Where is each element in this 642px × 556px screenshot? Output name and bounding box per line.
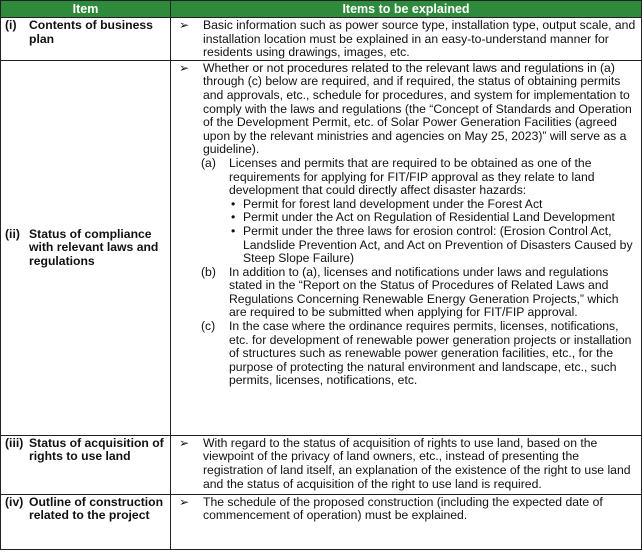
header-items-to-explain: Items to be explained [171,1,642,18]
table-row [1,18,642,61]
arrow-bullet-icon: ➢ [179,435,190,450]
table-row [1,494,642,549]
explanation-cell [171,494,642,549]
sub-item-b [201,266,637,320]
item-number: (ii) [5,226,20,241]
sub-item-label: (c) [201,319,216,334]
table-row [1,435,642,494]
item-cell [1,60,171,435]
explanation-text: Whether or not procedures related to the relevant laws and regulations in (a) through (c) below are required, and if required, the status of obtaining permits and approvals, etc., schedule for procedures, and system for implementation to comply with the laws and regulations (the “Concept of Standards and Operation of the Development Permit, etc. of Solar Power Generation Facilities (agreed upon by the relevant ministries and agencies on May 25, 2023)” will serve as a guideline). [203,60,632,157]
sub-item-text: In addition to (a), licenses and notifications under laws and regulations stated in the “Report on the Status of Procedures of Related Laws and Regulations Concerning Renewable Energy Generation Projects,” which are required to be submitted when applying for FIT/FIP approval. [229,264,619,320]
explanation-cell [171,60,642,435]
item-title: Outline of construction related to the project [29,494,164,523]
item-cell [1,18,171,61]
bullet-text: Permit under the three laws for erosion control: (Erosion Control Act, Landslide Prevention Act, and Act on Prevention of Disasters Caused by Steep Slope Failure) [243,223,633,266]
item-title: Contents of business plan [29,18,153,46]
explanation-cell [171,435,642,494]
sub-item-a [201,157,637,198]
item-number: (i) [5,18,17,32]
list-item [229,225,637,266]
sub-item-label: (a) [201,155,216,170]
sub-item-c [201,320,637,388]
table-header-row [1,1,642,18]
arrow-bullet-icon: ➢ [179,60,190,75]
bullet-text: Permit for forest land development under the Forest Act [243,196,543,211]
explanation-cell [171,18,642,61]
explanation-text: Basic information such as power source type, installation type, output scale, and installation location must be explained in an easy-to-understand manner for residents using drawings, images, etc. [203,18,636,60]
arrow-bullet-icon: ➢ [179,18,190,32]
bullet-icon: • [231,223,236,238]
sub-item-label: (b) [201,264,216,279]
item-cell [1,494,171,549]
explanation-text: With regard to the status of acquisition of rights to use land, based on the viewpoint of the privacy of land owners, etc., instead of presenting the registration of land itself, an explanation of the existence of the right to use land and the status of acquisition of the right to use land is required. [203,435,631,491]
bullet-text: Permit under the Act on Regulation of Residential Land Development [243,210,615,225]
arrow-bullet-icon: ➢ [179,494,190,509]
sub-item-text: Licenses and permits that are required to be obtained as one of the requirements for applying for FIT/FIP approval as they relate to land development that could directly affect disaster hazards: [229,155,595,198]
item-number: (iii) [5,435,24,450]
item-title: Status of compliance with relevant laws and regulations [29,226,159,269]
sub-item-text: In the case where the ordinance requires permits, licenses, notifications, etc. for development of renewable power generation projects or installation of structures such as renewable power generation facilities, etc., for the purpose of protecting the natural environment and landscape, etc., such permits, licenses, notifications, etc. [229,319,632,388]
list-item [229,211,637,225]
item-cell [1,435,171,494]
item-title: Status of acquisition of rights to use land [29,435,164,464]
header-item: Item [1,1,171,18]
explanation-text: The schedule of the proposed construction (including the expected date of commencement of operation) must be explained. [203,494,603,523]
list-item [229,198,637,212]
item-number: (iv) [5,494,24,509]
table-row [1,60,642,435]
bullet-icon: • [231,210,236,225]
bullet-icon: • [231,196,236,211]
